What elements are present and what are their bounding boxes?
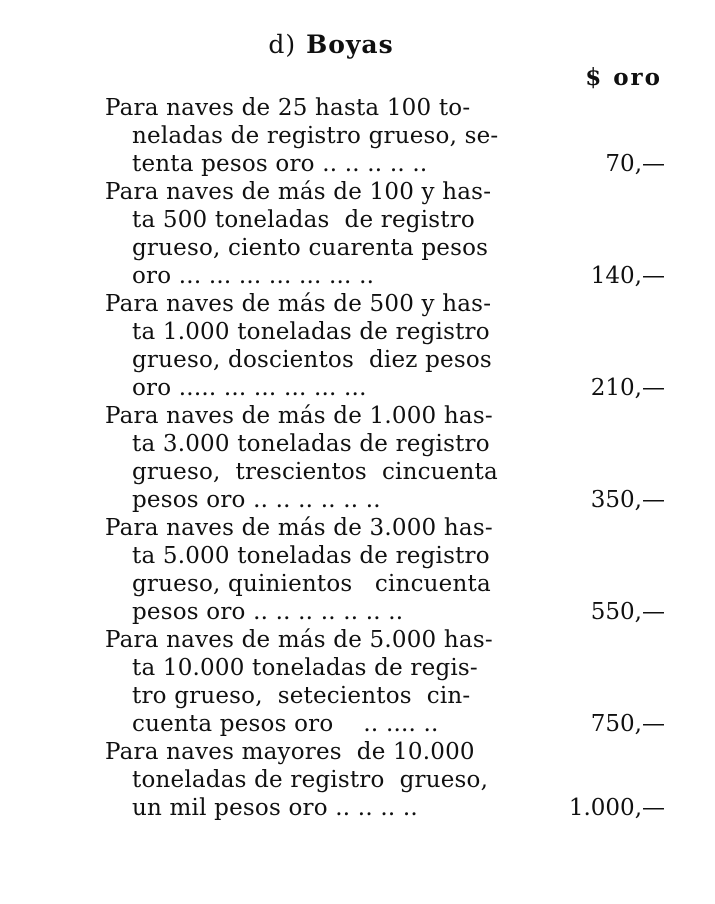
tariff-entry-text xyxy=(105,94,567,178)
tariff-entry-line: un mil pesos oro .. .. .. .. xyxy=(132,795,418,821)
tariff-entry-line: neladas de registro grueso, se- xyxy=(132,123,499,149)
tariff-entry-line: pesos oro .. .. .. .. .. .. xyxy=(132,487,381,513)
tariff-entry-text xyxy=(105,178,567,290)
section-label: d) xyxy=(268,30,297,59)
tariff-entry xyxy=(105,738,665,822)
tariff-entry-line: tenta pesos oro .. .. .. .. .. xyxy=(132,151,428,177)
tariff-entry-line: ta 5.000 toneladas de registro xyxy=(132,543,490,569)
tariff-entry xyxy=(105,626,665,738)
tariff-entry-line: Para naves de más de 500 y has- xyxy=(105,291,492,317)
tariff-entry xyxy=(105,514,665,626)
tariff-entry-line: Para naves de más de 100 y has- xyxy=(105,179,492,205)
tariff-entry-amount: 750,— xyxy=(590,711,665,737)
tariff-entry-line: oro ... ... ... ... ... ... .. xyxy=(132,263,375,289)
tariff-entry-text xyxy=(105,514,567,626)
tariff-entry-line: grueso, trescientos cincuenta xyxy=(132,459,498,485)
tariff-entry-text xyxy=(105,626,567,738)
tariff-entry-line: cuenta pesos oro .. .... .. xyxy=(132,711,439,737)
currency-column-header: $ oro xyxy=(585,64,662,91)
tariff-entry-amount: 550,— xyxy=(590,599,665,625)
tariff-entry-line: grueso, ciento cuarenta pesos xyxy=(132,235,489,261)
tariff-entry-line: grueso, quinientos cincuenta xyxy=(132,571,491,597)
tariff-entry-line: Para naves de más de 3.000 has- xyxy=(105,515,493,541)
tariff-entry xyxy=(105,402,665,514)
tariff-entry-amount: 350,— xyxy=(590,487,665,513)
tariff-entry-line: ta 10.000 toneladas de regis- xyxy=(132,655,478,681)
tariff-entry-line: oro ..... ... ... ... ... ... xyxy=(132,375,367,401)
tariff-entry-amount: 1.000,— xyxy=(568,795,665,821)
tariff-entry-line: ta 1.000 toneladas de registro xyxy=(132,319,490,345)
tariff-entry-text xyxy=(105,402,567,514)
tariff-entry-text xyxy=(105,738,567,822)
tariff-entry-line: Para naves mayores de 10.000 xyxy=(105,739,475,765)
tariff-entry-line: ta 3.000 toneladas de registro xyxy=(132,431,490,457)
tariff-entry xyxy=(105,94,665,178)
tariff-entry xyxy=(105,178,665,290)
tariff-entry-line: tro grueso, setecientos cin- xyxy=(132,683,471,709)
tariff-entry xyxy=(105,290,665,402)
tariff-entry-line: toneladas de registro grueso, xyxy=(132,767,489,793)
tariff-entry-text xyxy=(105,290,567,402)
tariff-entry-line: Para naves de más de 5.000 has- xyxy=(105,627,493,653)
tariff-entry-line: grueso, doscientos diez pesos xyxy=(132,347,492,373)
tariff-entry-line: pesos oro .. .. .. .. .. .. .. xyxy=(132,599,404,625)
tariff-entry-line: Para naves de 25 hasta 100 to- xyxy=(105,95,471,121)
tariff-table xyxy=(105,94,665,822)
tariff-entry-amount: 140,— xyxy=(590,263,665,289)
section-heading xyxy=(105,30,557,59)
tariff-entry-amount: 70,— xyxy=(605,151,665,177)
tariff-entry-line: ta 500 toneladas de registro xyxy=(132,207,475,233)
tariff-entry-line: Para naves de más de 1.000 has- xyxy=(105,403,493,429)
tariff-entry-amount: 210,— xyxy=(590,375,665,401)
section-title: Boyas xyxy=(306,30,394,59)
